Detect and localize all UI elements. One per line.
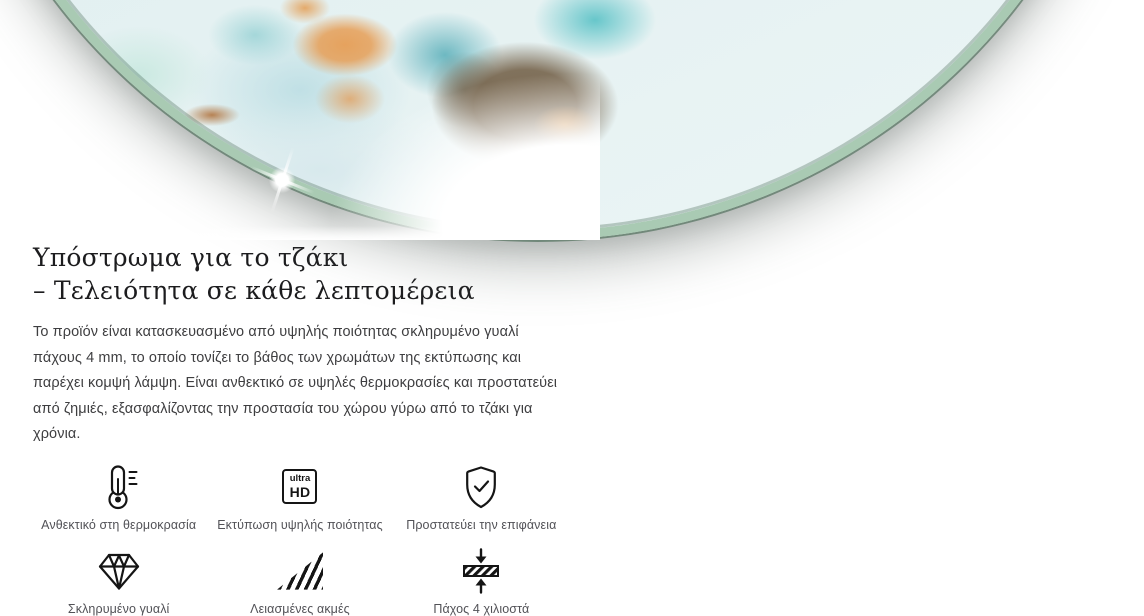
glass-hearth-pad-image [0,0,1144,240]
page-title-line2: – Τελειότητα σε κάθε λεπτομέρεια [33,275,475,305]
feature-label: Προστατεύει την επιφάνεια [406,517,557,532]
ultra-hd-icon-text-bottom: HD [289,483,311,500]
shield-check-icon [459,464,503,510]
feature-label: Εκτύπωση υψηλής ποιότητας [217,517,383,532]
feature-label: Ανθεκτικό στη θερμοκρασία [41,517,197,532]
feature-item-polished-edges [214,548,385,616]
feature-label: Λειασμένες ακμές [250,601,350,616]
thermometer-icon [97,464,141,510]
page-title-line1: Υπόστρωμα για το τζάκι [33,243,349,272]
feature-item-print-quality [214,464,385,532]
page-title [33,242,567,307]
feature-item-tempered-glass [33,548,204,616]
feature-label: Πάχος 4 χιλιοστά [433,601,530,616]
feature-label: Σκληρυμένο γυαλί [67,601,170,616]
feature-item-surface-protection [396,464,567,532]
feature-grid [33,464,567,616]
diamond-icon [95,548,143,594]
product-info-section [0,242,600,616]
product-image-section [0,0,600,240]
thickness-icon [457,548,505,594]
feature-item-thickness [396,548,567,616]
ultra-hd-icon-text-top: ultra [289,473,311,485]
ultra-hd-icon [282,464,317,510]
polished-edges-icon [277,548,323,594]
feature-item-temperature [33,464,204,532]
product-description: Το προϊόν είναι κατασκευασμένο από υψηλής ποιότητας σκληρυμένο γυαλί πάχους 4 mm, το οποίο τονίζει το βάθος των χρωμάτων της εκτύπωσης και παρέχει κομψή λάμψη. Είναι ανθεκτικό σε υψηλές θερμοκρασίες και προστατεύει από ζημιές, εξασφαλίζοντας την προστασία του χώρου γύρω από το τζάκι για χρόνια. [33,324,558,443]
